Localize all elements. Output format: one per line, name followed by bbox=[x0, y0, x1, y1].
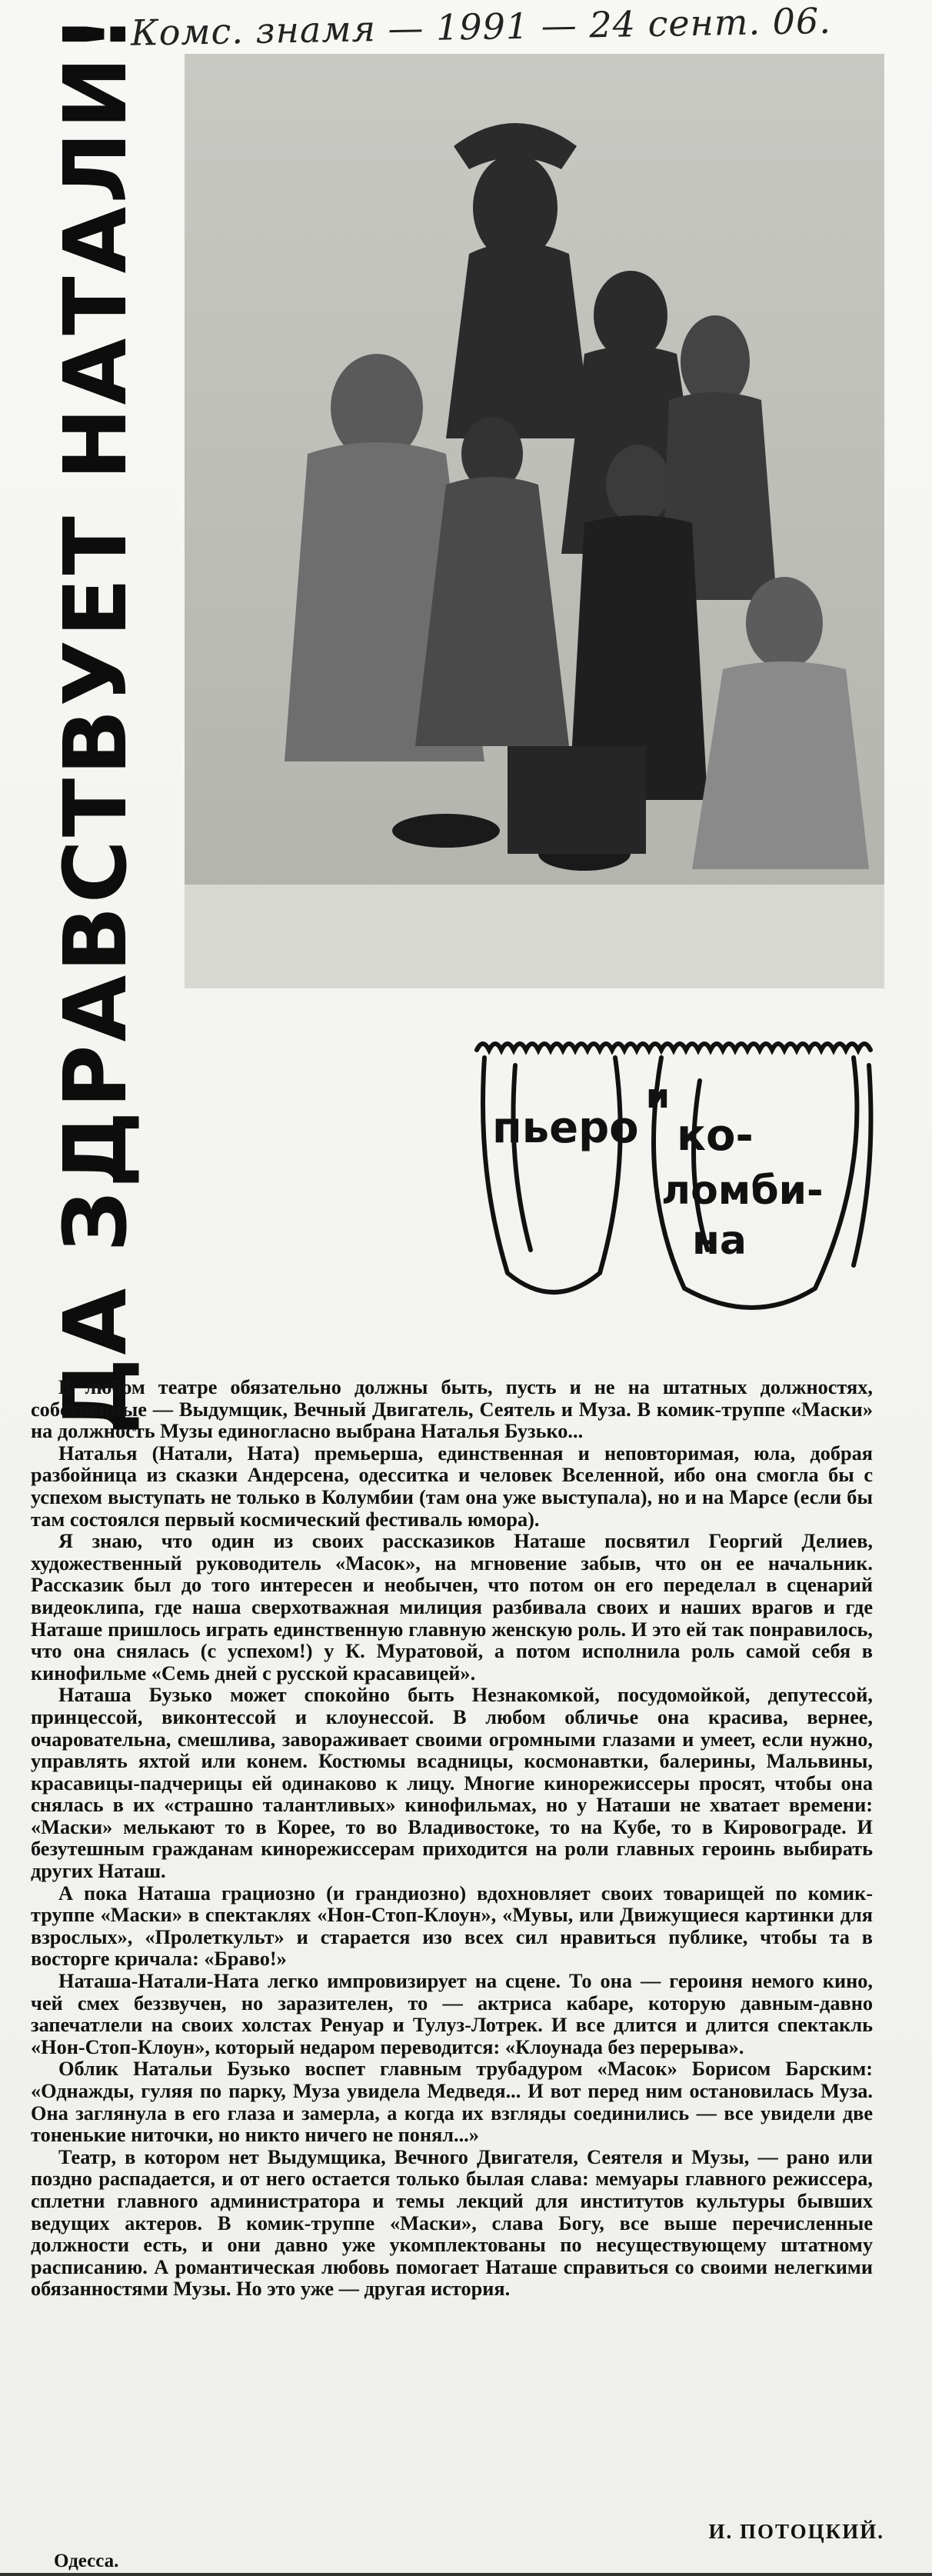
article-city: Одесса. bbox=[54, 2551, 119, 2571]
article-paragraph: Я знаю, что один из своих рассказиков Наташе посвятил Георгий Делиев, художественный руководитель «Масок», на мгновение забыв, что он ее начальник. Рассказик был до того интересен и необычен, что потом он его переделал в сценарий видеоклипа, где наша сверхотважная милиция разбивала своих и наших врагов и где Наташе пришлось играть единственную главную женскую роль. И это ей так понравилось, что она снялась (с успехом!) у К. Муратовой, а потом исполнила роль самой себя в кинофильме «Семь дней с русской красавицей». bbox=[31, 1530, 873, 1685]
column-logo bbox=[469, 1035, 884, 1319]
article-paragraph: Театр, в котором нет Выдумщика, Вечного Двигателя, Сеятеля и Музы, — рано или поздно распадается, и от него остается только былая слава: мемуары главного режиссера, сплетни главного администратора и темы лекций для институтов культуры бывших ведущих актеров. В комик-труппе «Маски», слава Богу, все выше перечисленные должности есть, и они давно уже укомплектованы по несуществующему штатному расписанию. А романтическая любовь помогает Наташе справиться со своими нелегкими обязанностями Музы. Но это уже — другая история. bbox=[31, 2145, 873, 2301]
article-body bbox=[31, 1377, 873, 2301]
article-author: И. ПОТОЦКИЙ. bbox=[708, 2520, 884, 2543]
pierrot-columbine-logo-icon bbox=[469, 1035, 884, 1319]
handwritten-note-line-1: Комс. знамя — 1991 — 24 сент. 06. bbox=[130, 0, 832, 54]
bottom-rule bbox=[0, 2573, 932, 2576]
article-paragraph: Наташа Бузько может спокойно быть Незнакомкой, посудомойкой, депутессой, принцессой, виконтессой и клоунессой. В любом обличье она красива, вернее, очаровательна, смешлива, завораживает своими огромными глазами и умеет, если нужно, управлять яхтой или конем. Костюмы всадницы, космонавтки, балерины, Мальвины, красавицы-падчерицы ей одинаково к лицу. Многие кинорежиссеры просят, чтобы она снялась в их «страшно талантливых» кинофильмах, но у Наташи не хватает времени: «Маски» мелькают то в Корее, то во Владивостоке, то на Кубе, то в Кировограде. И безутешным гражданам кинорежиссерам приходится на роли главных героинь выбирать других Наташ. bbox=[31, 1684, 873, 1883]
logo-word-na: на bbox=[692, 1218, 747, 1264]
logo-word-and: и bbox=[646, 1077, 670, 1116]
logo-word-ko: ко- bbox=[677, 1111, 754, 1161]
article-paragraph: А пока Наташа грациозно (и грандиозно) вдохновляет своих товарищей по комик-труппе «Маски» в спектаклях «Нон-Стоп-Клоун», «Мувы, или Движущиеся картинки для взрослых», «Пролеткульт» и старается изо всех сил нравиться публике, чтобы та в восторге кричала: «Браво!» bbox=[31, 1881, 873, 1971]
article-paragraph: Облик Натальи Бузько воспет главным трубадуром «Масок» Борисом Барским: «Однажды, гуляя по парку, Муза увидела Медведя... И вот перед ним остановилась Муза. Она заглянула в его глаза и замерла, а когда их взгляды соединились — все увидели две тоненькие ниточки, но никто ничего не понял...» bbox=[31, 2058, 873, 2147]
headline-text: ДА ЗДРАВСТВУЕТ НАТАЛИ! bbox=[46, 11, 146, 1435]
headline bbox=[15, 11, 177, 1435]
article-paragraph: В любом театре обязательно должны быть, пусть и не на штатных должностях, собственные — Выдумщик, Вечный Двигатель, Сеятель и Муза. В комик-труппе «Маски» на должность Музы единогласно выбрана Наталья Бузько... bbox=[31, 1376, 873, 1443]
article-paragraph: Наталья (Натали, Ната) премьерша, единственная и неповторимая, юла, добрая разбойница из сказки Андерсена, одесситка и человек Вселенной, ибо она смогла бы с успехом выступать не только в Колумбии (там она уже выступала), но и на Марсе (если бы там состоялся первый космический фестиваль юмора). bbox=[31, 1441, 873, 1531]
logo-word-pierro: пьеро bbox=[492, 1103, 639, 1153]
troupe-photo bbox=[185, 54, 884, 988]
article-paragraph: Наташа-Натали-Ната легко импровизирует на сцене. То она — героиня немого кино, чей смех беззвучен, но заразителен, то — актриса кабаре, которую давным-давно запечатлели на своих холстах Ренуар и Тулуз-Лотрек. И все длится и длится спектакль «Нон-Стоп-Клоун», который недаром переводится: «Клоунада без перерыва». bbox=[31, 1970, 873, 2058]
logo-word-lombi: ломби- bbox=[661, 1168, 824, 1214]
troupe-photo-placeholder-icon bbox=[185, 54, 884, 988]
